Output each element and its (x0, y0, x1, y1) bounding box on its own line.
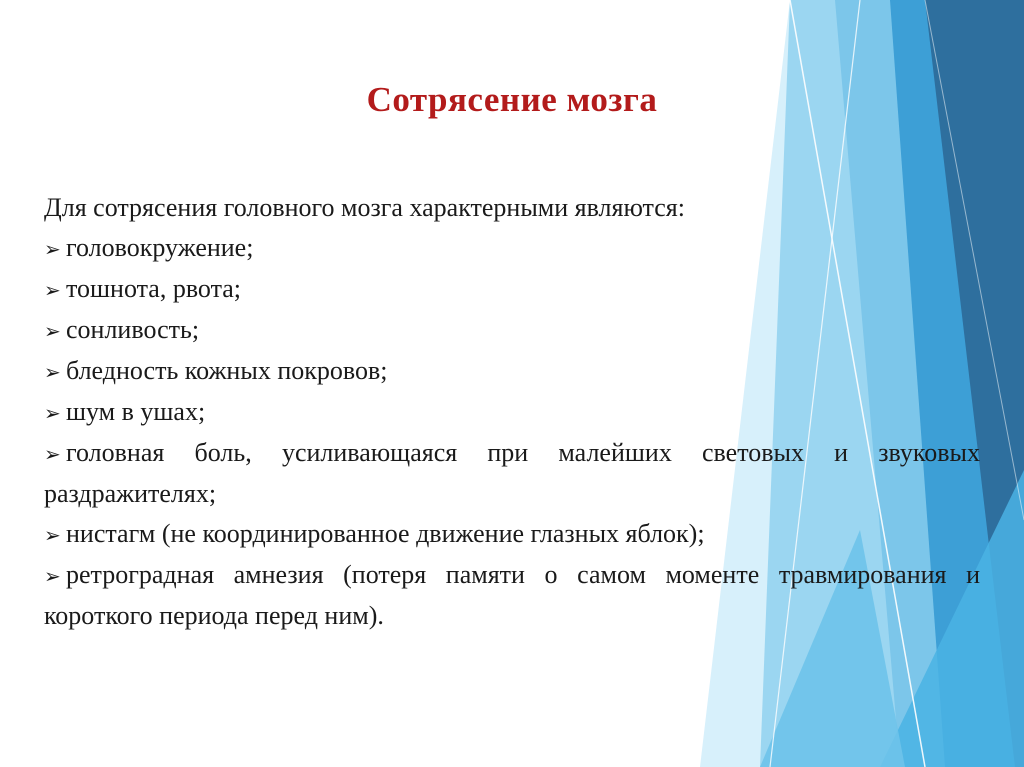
list-item-text: тошнота, рвота; (66, 274, 242, 303)
list-item (44, 392, 980, 433)
list-item-text: ретроградная амнезия (потеря памяти о самом моменте травмирования и короткого периода перед ним). (44, 560, 980, 630)
list-item-text: головокружение; (66, 233, 254, 262)
arrowhead-bullet-icon: ➢ (44, 237, 61, 261)
list-item (44, 351, 980, 392)
slide-content (44, 188, 980, 636)
arrowhead-bullet-icon: ➢ (44, 360, 61, 384)
list-item-text: головная боль, усиливающаяся при малейших световых и звуковых раздражителях; (44, 438, 980, 508)
list-item (44, 514, 980, 555)
list-item-text: нистагм (не координированное движение глазных яблок); (66, 519, 705, 548)
list-item (44, 269, 980, 310)
slide-title: Сотрясение мозга (366, 80, 658, 119)
list-item-text: сонливость; (66, 315, 200, 344)
arrowhead-bullet-icon: ➢ (44, 564, 61, 588)
arrowhead-bullet-icon: ➢ (44, 278, 61, 302)
arrowhead-bullet-icon: ➢ (44, 401, 61, 425)
list-item (44, 433, 980, 514)
list-item-text: шум в ушах; (66, 397, 206, 426)
intro-text: Для сотрясения головного мозга характерными являются: (44, 193, 685, 222)
list-item (44, 228, 980, 269)
list-item (44, 310, 980, 351)
list-item (44, 555, 980, 636)
arrowhead-bullet-icon: ➢ (44, 442, 61, 466)
arrowhead-bullet-icon: ➢ (44, 523, 61, 547)
arrowhead-bullet-icon: ➢ (44, 319, 61, 343)
list-item-text: бледность кожных покровов; (66, 356, 388, 385)
